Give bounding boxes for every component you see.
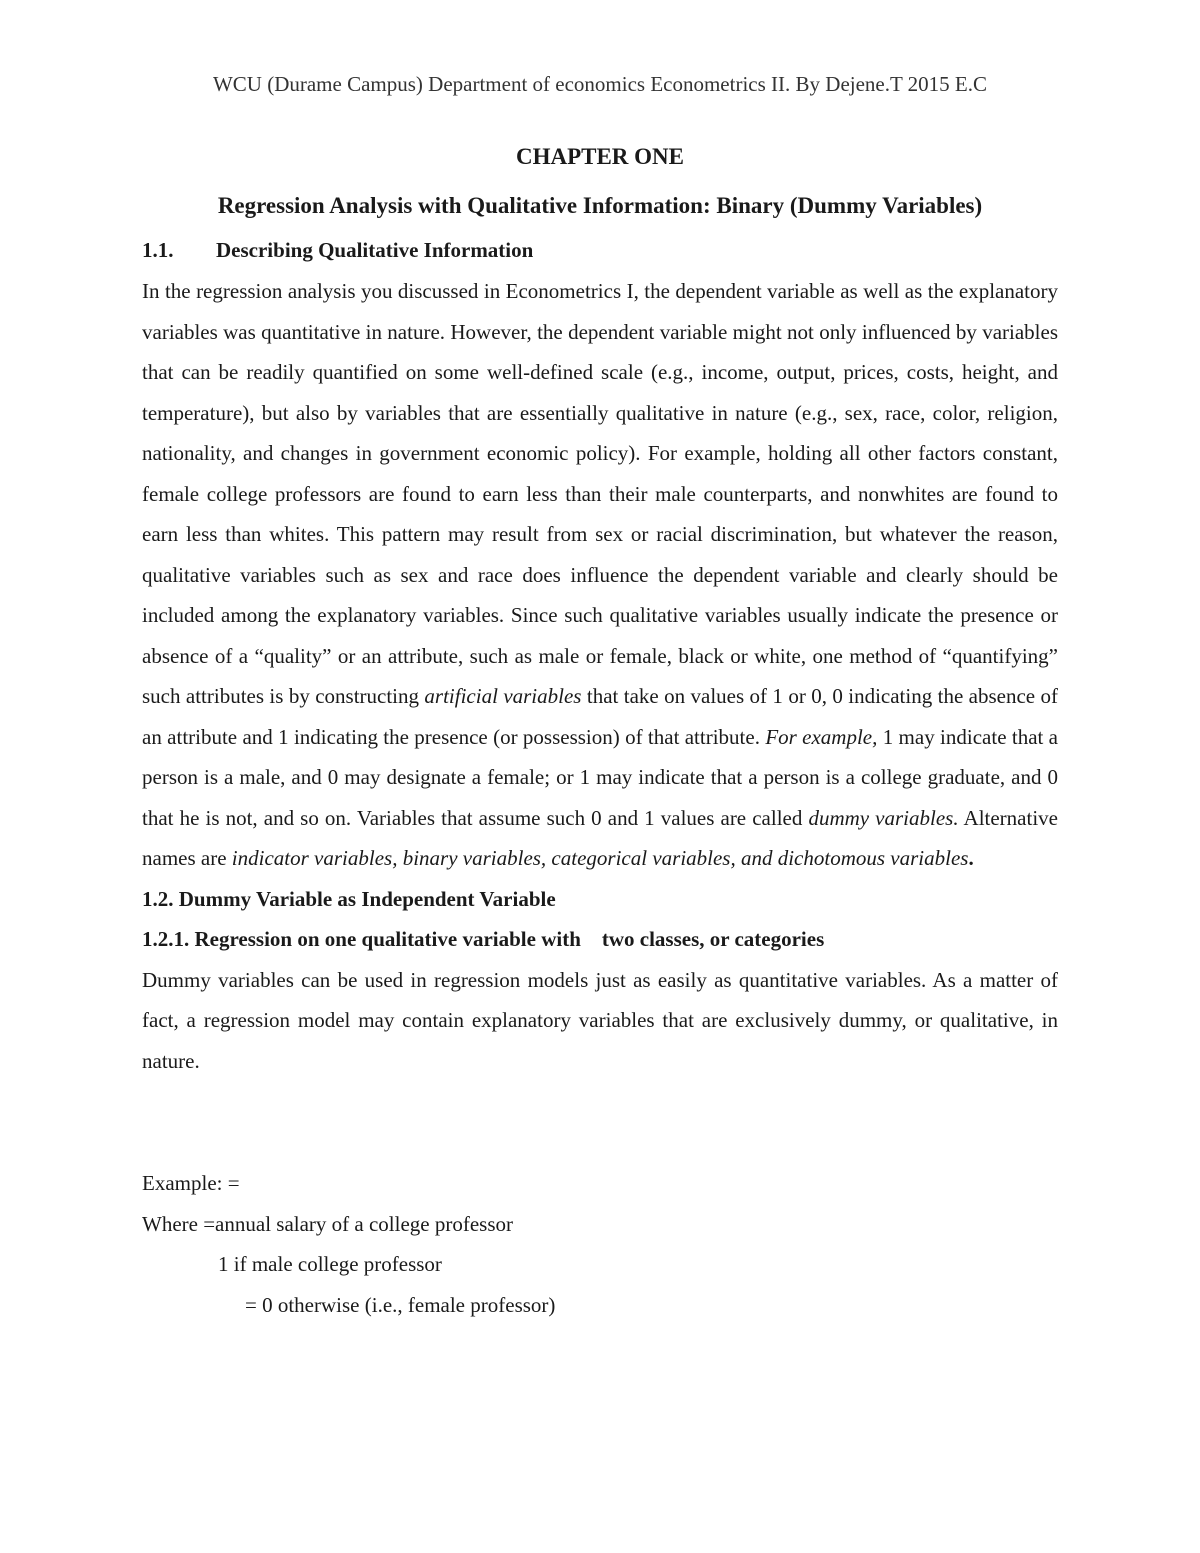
body-text	[142, 271, 1058, 1081]
definition-line-2: = 0 otherwise (i.e., female professor)	[245, 1293, 556, 1317]
emphasis-text: artificial variables	[424, 684, 582, 708]
section-title: Describing Qualitative Information	[216, 238, 534, 262]
emphasis-text: indicator variables, binary variables, categorical variables, and dichotomous variables	[231, 846, 969, 870]
text-run: Alternative names are	[142, 805, 1058, 870]
section-heading-1-2-1: 1.2.1. Regression on one qualitative variable with two classes, or categories	[142, 927, 825, 951]
where-definition: Where =annual salary of a college professor	[142, 1212, 514, 1236]
example-label: Example: =	[142, 1171, 240, 1195]
section-heading-1-1	[142, 238, 533, 263]
section-number: 1.1.	[142, 238, 174, 262]
paragraph-dummy: Dummy variables can be used in regression models just as easily as quantitative variables. As a matter of fact, a regression model may contain explanatory variables that are exclusively dummy, or qualitative, in nature.	[142, 967, 1058, 1073]
chapter-title: CHAPTER ONE	[515, 144, 685, 169]
text-run: 1 may indicate that a person is a male, and 0 may designate a female; or 1 may indicate that a person is a college graduate, and 0 that he is not, and so on. Variables that assume such 0 and 1 values are called	[142, 724, 1059, 830]
page-header: WCU (Durame Campus) Department of economics Econometrics II. By Dejene.T 2015 E.C	[212, 72, 988, 96]
paragraph-intro	[142, 271, 1058, 879]
definition-line-1: 1 if male college professor	[218, 1252, 442, 1276]
text-run: .	[968, 846, 974, 870]
emphasis-text: dummy variables.	[808, 805, 959, 830]
chapter-subtitle: Regression Analysis with Qualitative Information: Binary (Dummy Variables)	[217, 193, 983, 218]
section-heading-1-2: 1.2. Dummy Variable as Independent Variable	[142, 886, 556, 911]
text-run: that take on values of 1 or 0, 0 indicating the absence of an attribute and 1 indicating the presence (or possession) of that attribute.	[142, 684, 1058, 749]
text-run: In the regression analysis you discussed in Econometrics I, the dependent variable as well as the explanatory variables was quantitative in nature. However, the dependent variable might not only influenced by variables that can be readily quantified on some well-defined scale (e.g., income, output, prices, costs, height, and temperature), but also by variables that are essentially qualitative in nature (e.g., sex, race, color, religion, nationality, and changes in government economic policy). For example, holding all other factors constant, female college professors are found to earn less than their male counterparts, and nonwhites are found to earn less than whites. This pattern may result from sex or racial discrimination, but whatever the reason, qualitative variables such as sex and race does influence the dependent variable and clearly should be included among the explanatory variables. Since such qualitative variables usually indicate the presence or absence of a “quality” or an attribute, such as male or female, black or white, one method of “quantifying” such attributes is by constructing	[142, 279, 1058, 708]
emphasis-text: For example,	[765, 724, 878, 749]
